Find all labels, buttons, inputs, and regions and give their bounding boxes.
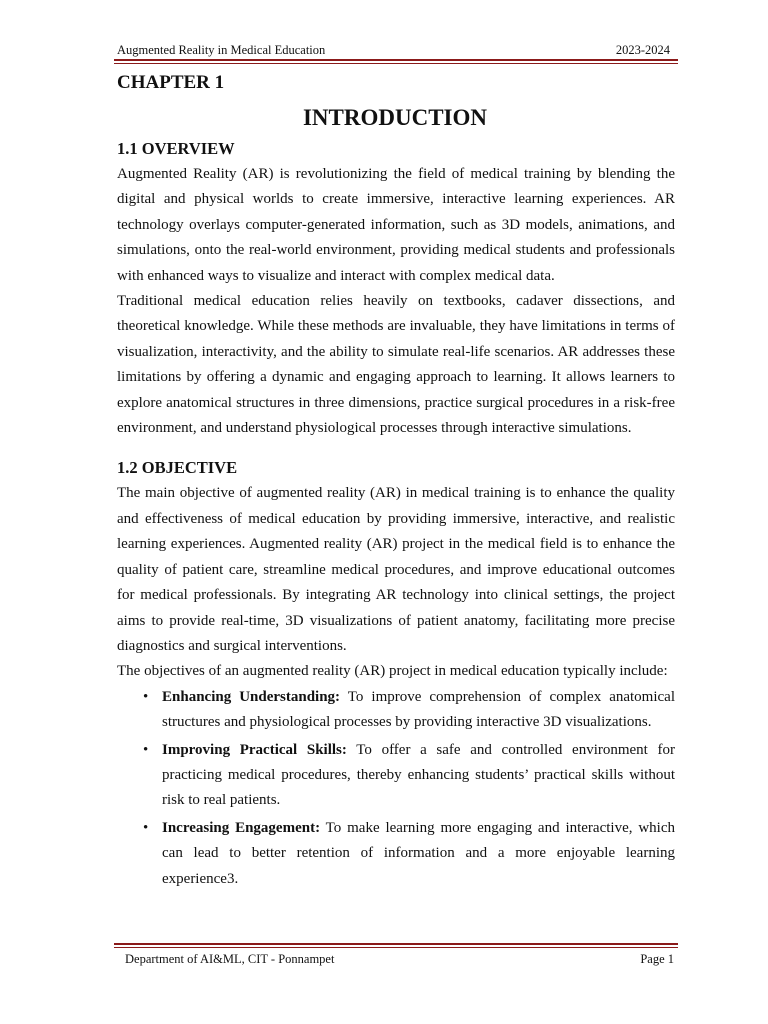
list-item-text: To improve comprehension of complex anatomical structures and physiological processes by providing interactive 3D visualizations. [162,688,675,731]
list-item [143,816,675,892]
section-heading-overview: 1.1 OVERVIEW [117,139,235,158]
overview-paragraph-2: Traditional medical education relies heavily on textbooks, cadaver dissections, and theoretical knowledge. While these methods are invaluable, they have limitations in terms of visualization, interactivity, and the ability to simulate real-life scenarios. AR addresses these limitations by offering a dynamic and engaging approach to learning. It allows learners to explore anatomical structures in three dimensions, practice surgical procedures in a risk-free environment, and understand physiological processes through interactive simulations. [117,293,675,437]
list-item-term: Improving Practical Skills: [162,741,347,758]
list-item-term: Increasing Engagement: [162,819,321,836]
chapter-label: CHAPTER 1 [117,72,225,93]
page-title: INTRODUCTION [302,105,488,130]
header-rule [114,59,678,64]
objective-paragraph-1: The main objective of augmented reality (AR) in medical training is to enhance the quality and effectiveness of medical education by providing immersive, interactive, and realistic learning experiences. Augmented reality (AR) project in the medical field is to enhance the quality of patient care, streamline medical procedures, and improve educational outcomes for medical professionals. By integrating AR technology into clinical settings, the project aims to provide real-time, 3D visualizations of patient anatomy, facilitating more precise diagnostics and surgical interventions. [117,485,675,654]
list-item-term: Enhancing Understanding: [162,688,341,705]
footer-department: Department of AI&ML, CIT - Ponnampet [125,952,335,966]
document-body [117,136,675,894]
bullet-icon: • [143,688,149,705]
header-year: 2023-2024 [615,43,670,57]
list-item-text: To make learning more engaging and interactive, which can lead to better retention of information and a more enjoyable learning experience3. [162,819,675,887]
section-heading-objective: 1.2 OBJECTIVE [117,458,238,478]
list-item [143,685,675,736]
bullet-icon: • [143,741,149,758]
overview-paragraph-1: Augmented Reality (AR) is revolutionizing the field of medical training by blending the digital and physical worlds to create immersive, interactive learning experiences. AR technology overlays computer-generated information, such as 3D models, animations, and simulations, onto the real-world environment, providing medical students and professionals with enhanced ways to visualize and interact with complex medical data. [117,166,675,284]
footer-rule [114,943,678,948]
list-item [143,738,675,814]
objective-paragraph-2: The objectives of an augmented reality (AR) project in medical education typically include: [117,663,668,680]
header-title: Augmented Reality in Medical Education [117,43,326,57]
list-item-text: To offer a safe and controlled environment for practicing medical procedures, thereby enhancing students’ practical skills without risk to real patients. [162,741,675,809]
page-number: Page 1 [640,952,674,966]
bullet-icon: • [143,819,149,836]
objectives-list [117,685,675,892]
